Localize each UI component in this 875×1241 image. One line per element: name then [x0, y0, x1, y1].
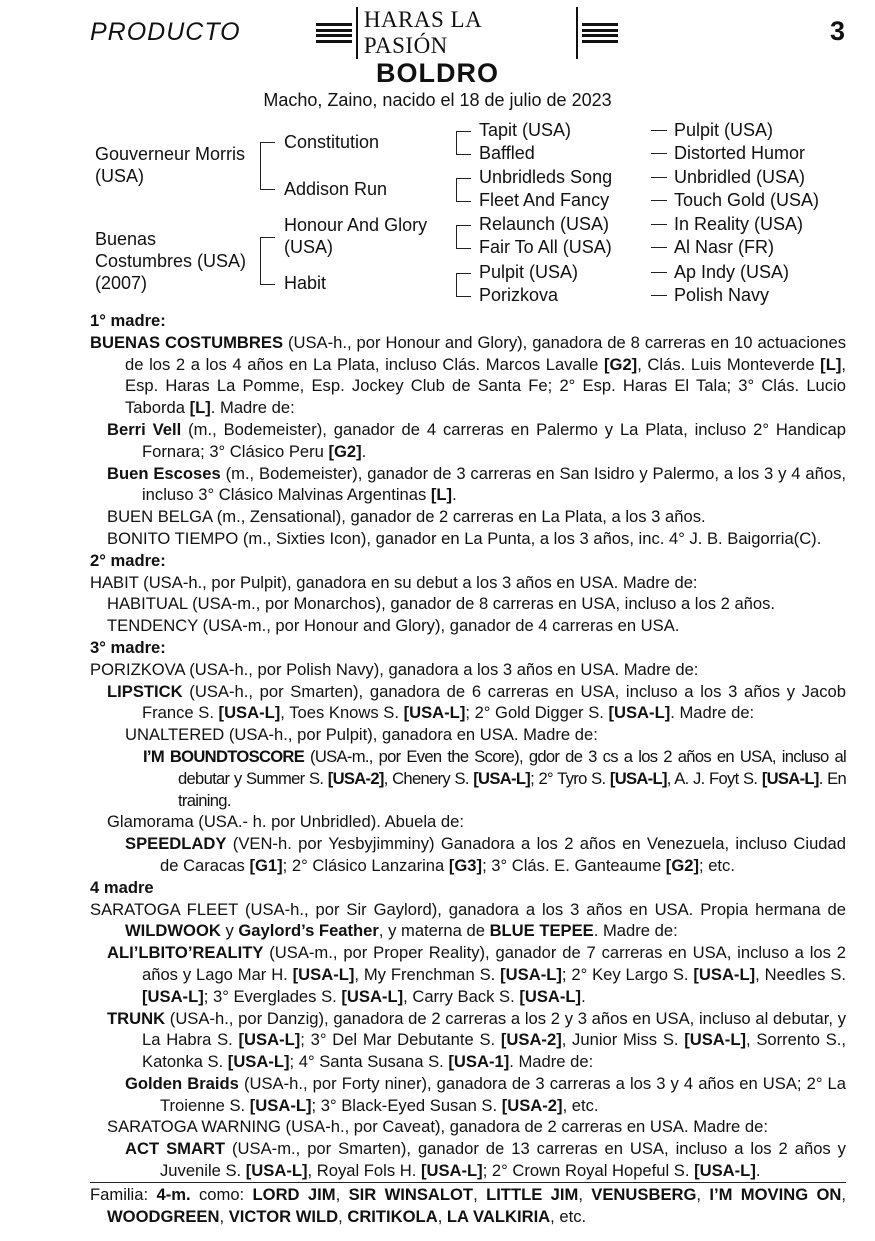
logo-bars-left — [316, 23, 352, 43]
g3-1: Tapit (USA) — [479, 120, 572, 140]
produce-record — [90, 310, 846, 1227]
page-header — [0, 0, 875, 60]
dam-sire: Honour And Glory (USA) — [284, 215, 428, 257]
g3-4: Fleet And Fancy — [479, 190, 610, 210]
dam-dam: Habit — [284, 273, 327, 293]
dam: Buenas Costumbres (USA) (2007) — [95, 229, 247, 293]
horse-name: BOLDRO — [376, 58, 499, 88]
g4-6: Al Nasr (FR) — [674, 237, 774, 257]
bracket-dam — [260, 237, 275, 285]
bracket-g3-2 — [456, 178, 471, 202]
produce-entry: Golden Braids (USA-h., por Forty niner), ganadora de 3 carreras a los 3 y 4 años en USA; 2° La Troienne S. [USA-L]; 3° Black-Eyed Susan S. [USA-2], etc. — [125, 1073, 846, 1115]
g3-8: Porizkova — [479, 285, 559, 305]
g4-5: In Reality (USA) — [674, 214, 804, 234]
produce-entry: Buen Escoses (m., Bodemeister), ganador de 3 carreras en San Isidro y Palermo, a los 3 y 4 años, incluso 3° Clásico Malvinas Argentinas [L]. — [107, 463, 846, 505]
produce-entry: HABITUAL (USA-m., por Monarchos), ganador de 8 carreras en USA, incluso a los 2 años. — [107, 594, 776, 614]
stud-logo — [316, 7, 618, 58]
g3-5: Relaunch (USA) — [479, 214, 610, 234]
bracket-sire — [260, 142, 275, 190]
g3-2: Baffled — [479, 143, 535, 163]
g4-3: Unbridled (USA) — [674, 167, 806, 187]
g3-6: Fair To All (USA) — [479, 237, 612, 257]
produce-entry: SARATOGA WARNING (USA-h., por Caveat), ganadora de 2 carreras en USA. Madre de: — [107, 1117, 768, 1137]
produce-entry: ALI’LBITO’REALITY (USA-m., por Proper Reality), ganador de 7 carreras en USA, incluso a los 2 años y Lago Mar H. [USA-L], My Frenchman S. [USA-L]; 2° Key Largo S. [USA-L], Needles S. [USA-L]; 3° Everglades S. [USA-L], Carry Back S. [USA-L]. — [107, 943, 847, 1006]
logo-bars-right — [582, 23, 618, 43]
g3-3: Unbridleds Song — [479, 167, 613, 187]
produce-entry: I’M BOUNDTOSCORE (USA-m., por Even the Score), gdor de 3 cs a los 2 años en USA, incluso al debutar y Summer S. [USA-2], Chenery S. [USA-L]; 2° Tyro S. [USA-L], A. J. Foyt S. [USA-L]. En training. — [143, 746, 846, 810]
sire: Gouverneur Morris (USA) — [95, 144, 246, 186]
produce-entry: TENDENCY (USA-m., por Honour and Glory), ganador de 4 carreras en USA. — [107, 616, 680, 636]
bracket-g3-3 — [456, 225, 471, 249]
g4-4: Touch Gold (USA) — [674, 190, 820, 210]
first-dam-entry: BUENAS COSTUMBRES (USA-h., por Honour and Glory), ganadora de 8 carreras en 10 actuaciones de los 2 a los 4 años en La Plata, incluso Clás. Marcos Lavalle [G2], Clás. Luis Monteverde [L], Esp. Haras La Pomme, Esp. Jockey Club de Santa Fe; 2° Esp. Haras El Tala; 3° Clás. Lucio Taborda [L]. Madre de: — [90, 332, 847, 418]
g4-8: Polish Navy — [674, 285, 770, 305]
produce-entry: UNALTERED (USA-h., por Pulpit), ganadora en USA. Madre de: — [125, 725, 598, 745]
sire-sire: Constitution — [284, 132, 380, 152]
section-label: PRODUCTO — [90, 18, 241, 46]
produce-entry: BUEN BELGA (m., Zensational), ganador de 2 carreras en La Plata, a los 3 años. — [107, 507, 706, 527]
sire-dam: Addison Run — [284, 179, 388, 199]
stud-name: HARAS LA PASIÓN — [356, 7, 578, 59]
produce-entry: Glamorama (USA.- h. por Unbridled). Abuela de: — [107, 812, 464, 832]
produce-entry: BONITO TIEMPO (m., Sixties Icon), ganador en La Punta, a los 3 años, inc. 4° J. B. Baigorria(C). — [107, 528, 822, 548]
fourth-dam-heading: 4 madre — [90, 877, 154, 897]
horse-description: Macho, Zaino, nacido el 18 de julio de 2023 — [263, 90, 612, 110]
fourth-dam-entry: SARATOGA FLEET (USA-h., por Sir Gaylord), ganadora a los 3 años en USA. Propia hermana de WILDWOOK y Gaylord’s Feather, y materna de BLUE TEPEE. Madre de: — [90, 899, 846, 941]
produce-entry: TRUNK (USA-h., por Danzig), ganadora de 2 carreras a los 2 y 3 años en USA, incluso al debutar, y La Habra S. [USA-L]; 3° Del Mar Debutante S. [USA-2], Junior Miss S. [USA-L], Sorrento S., Katonka S. [USA-L]; 4° Santa Susana S. [USA-1]. Madre de: — [107, 1008, 846, 1072]
produce-entry: SPEEDLADY (VEN-h. por Yesbyjimminy) Ganadora a los 2 años en Venezuela, incluso Ciudad de Caracas [G1]; 2° Clásico Lanzarina [G3]; 3° Clás. E. Ganteaume [G2]; etc. — [125, 834, 846, 875]
bracket-g3-4 — [456, 273, 471, 297]
third-dam-entry: PORIZKOVA (USA-h., por Polish Navy), ganadora a los 3 años en USA. Madre de: — [90, 659, 699, 679]
g4-1: Pulpit (USA) — [674, 120, 774, 140]
third-dam-heading: 3° madre: — [90, 637, 166, 657]
produce-entry: LIPSTICK (USA-h., por Smarten), ganadora de 6 carreras en USA, incluso a los 3 años y Jacob France S. [USA-L], Toes Knows S. [USA-L]; 2° Gold Digger S. [USA-L]. Madre de: — [107, 681, 846, 723]
page-number: 3 — [829, 16, 845, 46]
g4-7: Ap Indy (USA) — [674, 262, 790, 282]
second-dam-entry: HABIT (USA-h., por Pulpit), ganadora en su debut a los 3 años en USA. Madre de: — [90, 572, 698, 592]
g3-7: Pulpit (USA) — [479, 262, 579, 282]
second-dam-heading: 2° madre: — [90, 550, 166, 570]
produce-entry: Berri Vell (m., Bodemeister), ganador de 4 carreras en Palermo y La Plata, incluso 2° Handicap Fornara; 3° Clásico Peru [G2]. — [107, 419, 847, 461]
produce-entry: ACT SMART (USA-m., por Smarten), ganador de 13 carreras en USA, incluso a los 2 años y Juvenile S. [USA-L], Royal Fols H. [USA-L]; 2° Crown Royal Hopeful S. [USA-L]. — [125, 1139, 846, 1181]
first-dam-heading: 1° madre: — [90, 311, 166, 330]
family-line: Familia: 4-m. como: LORD JIM, SIR WINSALOT, LITTLE JIM, VENUSBERG, I’M MOVING ON, WOODGREEN, VICTOR WILD, CRITIKOLA, LA VALKIRIA, etc. — [90, 1182, 846, 1228]
g4-2: Distorted Humor — [674, 143, 806, 163]
bracket-g3-1 — [456, 131, 471, 155]
